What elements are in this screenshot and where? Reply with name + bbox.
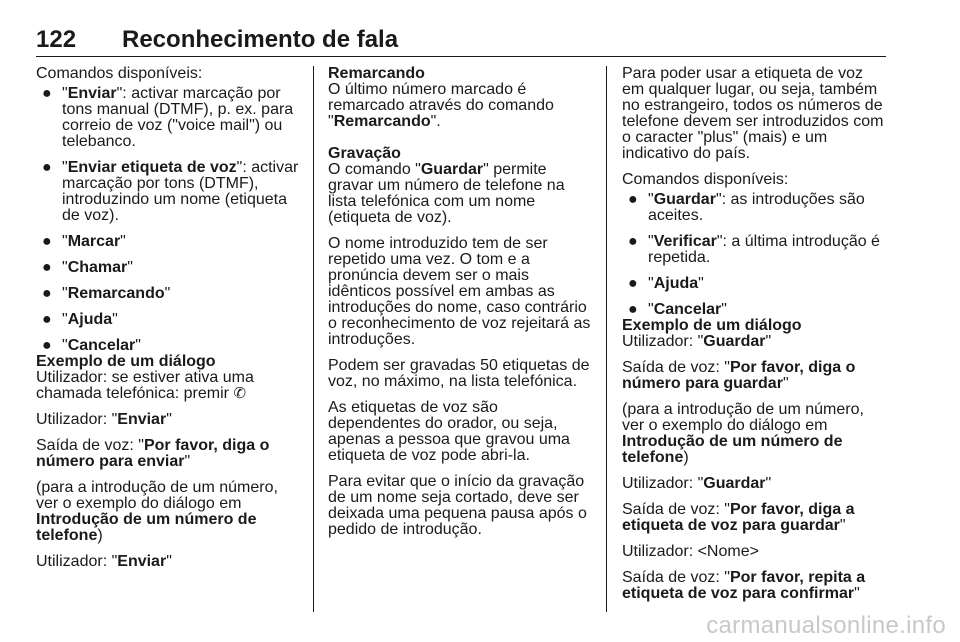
column-2 <box>328 66 592 538</box>
watermark: carmanualsonline.info <box>706 612 946 639</box>
paragraph-text: O último número marcado é remarcado através do comando <box>328 81 554 114</box>
bullet-icon: ● <box>42 311 52 328</box>
paragraph: Podem ser gravadas 50 etiquetas de voz, no máximo, na lista telefónica. <box>328 357 590 390</box>
note-text: (para a introdução de um número, ver o exemplo do diálogo em <box>36 479 278 512</box>
bullet-icon: ● <box>628 233 638 250</box>
command-description: : a última introdução é repetida. <box>648 233 880 266</box>
dialog-user: Utilizador: "Guardar" <box>622 475 772 492</box>
paragraph: Para evitar que o início da gravação de um nome seja cortado, deve ser deixada uma pequena pausa após o pedido de introdução. <box>328 473 587 538</box>
list-item: ● "Cancelar" <box>628 301 727 318</box>
user-command: Guardar <box>703 475 766 492</box>
list-item: ● "Verificar": a última introdução é repetida. <box>628 233 880 266</box>
command-name: Marcar <box>67 233 121 250</box>
bullet-icon: ● <box>42 285 52 302</box>
command-name: Ajuda <box>67 311 113 328</box>
example-text: Utilizador: se estiver ativa uma chamada telefónica: premir <box>36 369 254 402</box>
command-name: Guardar <box>653 191 716 208</box>
paragraph: O comando "Guardar" permite gravar um número de telefone na lista telefónica com um nome (etiqueta de voz). <box>328 161 565 226</box>
commands-list <box>36 86 300 354</box>
column-divider-1 <box>313 66 314 612</box>
page-title: Reconhecimento de fala <box>122 26 399 53</box>
command-name: Remarcando <box>333 113 431 130</box>
command-description: : as introduções são aceites. <box>648 191 865 224</box>
command-name: Cancelar <box>653 301 722 318</box>
column-1 <box>36 66 300 570</box>
dialog-user: Utilizador: "Enviar" <box>36 553 172 570</box>
voice-label: Saída de voz: <box>622 359 725 376</box>
dialog-user: Utilizador: <Nome> <box>622 543 759 560</box>
note-end: ) <box>683 449 689 466</box>
list-item: ● "Enviar etiqueta de voz": activar marcação por tons (DTMF), introduzindo um nome (etiqueta de voz). <box>42 159 299 224</box>
command-name: Enviar etiqueta de voz <box>67 159 237 176</box>
user-label: Utilizador: <box>36 411 112 428</box>
voice-label: Saída de voz: <box>622 501 725 518</box>
commands-intro: Comandos disponíveis: <box>622 171 789 188</box>
dialog-voice: Saída de voz: "Por favor, diga o número para enviar" <box>36 437 270 470</box>
command-description: : activar marcação por tons (DTMF), introduzindo um nome (etiqueta de voz). <box>62 159 299 224</box>
paragraph-text: permite gravar um número de telefone na lista telefónica com um nome (etiqueta de voz). <box>328 161 565 226</box>
bullet-icon: ● <box>628 275 638 292</box>
voice-label: Saída de voz: <box>36 437 139 454</box>
section-heading-gravacao: Gravação <box>328 145 401 162</box>
paragraph: O nome introduzido tem de ser repetido uma vez. O tom e a pronúncia devem ser o mais idênticos possível em ambas as introduções do nome, caso contrário o reconhecimento de voz rejeitará as introduções. <box>328 235 591 348</box>
user-command: Enviar <box>117 411 167 428</box>
list-item: ● "Guardar": as introduções são aceites. <box>628 191 865 224</box>
commands-intro: Comandos disponíveis: <box>36 65 203 82</box>
example-heading: Exemplo de um diálogo <box>36 353 216 370</box>
bullet-icon: ● <box>42 233 52 250</box>
paragraph: O último número marcado é remarcado através do comando "Remarcando". <box>328 81 554 130</box>
voice-output: Por favor, repita a etiqueta de voz para confirmar <box>622 569 866 602</box>
paragraph: Para poder usar a etiqueta de voz em qualquer lugar, ou seja, também no estrangeiro, todos os números de telefone devem ser introduzidos com o caracter "plus" (mais) e um indicativo do país. <box>622 65 884 162</box>
list-item: ● "Marcar" <box>42 233 126 250</box>
note-text: (para a introdução de um número, ver o exemplo do diálogo em <box>622 401 864 434</box>
bullet-icon: ● <box>42 159 52 176</box>
page-header <box>36 26 886 52</box>
column-3 <box>622 66 886 602</box>
list-item: ● "Remarcando" <box>42 285 171 302</box>
list-item: ● "Enviar": activar marcação por tons manual (DTMF), p. ex. para correio de voz ("voice mail") ou telebanco. <box>42 85 294 150</box>
example-line <box>36 370 300 402</box>
column-divider-2 <box>606 66 607 612</box>
list-item: ● "Chamar" <box>42 259 133 276</box>
bullet-icon: ● <box>628 191 638 208</box>
dialog-voice: Saída de voz: "Por favor, diga o número para guardar" <box>622 359 856 392</box>
dialog-user: Utilizador: "Guardar" <box>622 333 772 350</box>
command-name: Enviar <box>67 85 117 102</box>
user-label: Utilizador: <box>36 553 112 570</box>
command-description: : activar marcação por tons manual (DTMF), p. ex. para correio de voz ("voice mail") ou telebanco. <box>62 85 294 150</box>
user-label: Utilizador: <box>622 475 698 492</box>
list-item: ● "Cancelar" <box>42 337 141 354</box>
voice-label: Saída de voz: <box>622 569 725 586</box>
dialog-voice: Saída de voz: "Por favor, repita a etiqueta de voz para confirmar" <box>622 569 866 602</box>
paragraph-end: . <box>436 113 441 130</box>
user-command: Guardar <box>703 333 766 350</box>
dialog-user: Utilizador: "Enviar" <box>36 411 172 428</box>
page-number: 122 <box>36 26 77 53</box>
dialog-note <box>36 480 300 544</box>
command-name: Chamar <box>67 259 128 276</box>
section-heading-remarcando: Remarcando <box>328 65 425 82</box>
command-name: Verificar <box>653 233 717 250</box>
paragraph: As etiquetas de voz são dependentes do orador, ou seja, apenas a pessoa que gravou uma etiqueta de voz pode abri-la. <box>328 399 570 464</box>
user-command: Enviar <box>117 553 167 570</box>
user-label: Utilizador: <box>622 333 698 350</box>
commands-list <box>622 192 886 318</box>
command-name: Ajuda <box>653 275 699 292</box>
bullet-icon: ● <box>42 85 52 102</box>
list-item: ● "Ajuda" <box>628 275 704 292</box>
voice-output: Por favor, diga o número para enviar <box>36 437 270 470</box>
paragraph-text: O comando <box>328 161 416 178</box>
command-name: Guardar <box>420 161 484 178</box>
voice-output: Por favor, diga o número para guardar <box>622 359 856 392</box>
list-item: ● "Ajuda" <box>42 311 118 328</box>
command-name: Cancelar <box>67 337 136 354</box>
bullet-icon: ● <box>42 259 52 276</box>
header-divider <box>36 56 886 57</box>
section-reference: Introdução de um número de telefone <box>36 511 257 544</box>
note-end: ) <box>97 527 103 544</box>
phone-handset-icon: ✆ <box>233 385 247 402</box>
command-name: Remarcando <box>67 285 165 302</box>
dialog-voice: Saída de voz: "Por favor, diga a etiqueta de voz para guardar" <box>622 501 855 534</box>
section-reference: Introdução de um número de telefone <box>622 433 843 466</box>
example-heading: Exemplo de um diálogo <box>622 317 802 334</box>
dialog-note <box>622 402 886 466</box>
bullet-icon: ● <box>42 337 52 354</box>
bullet-icon: ● <box>628 301 638 318</box>
voice-output: Por favor, diga a etiqueta de voz para guardar <box>622 501 855 534</box>
